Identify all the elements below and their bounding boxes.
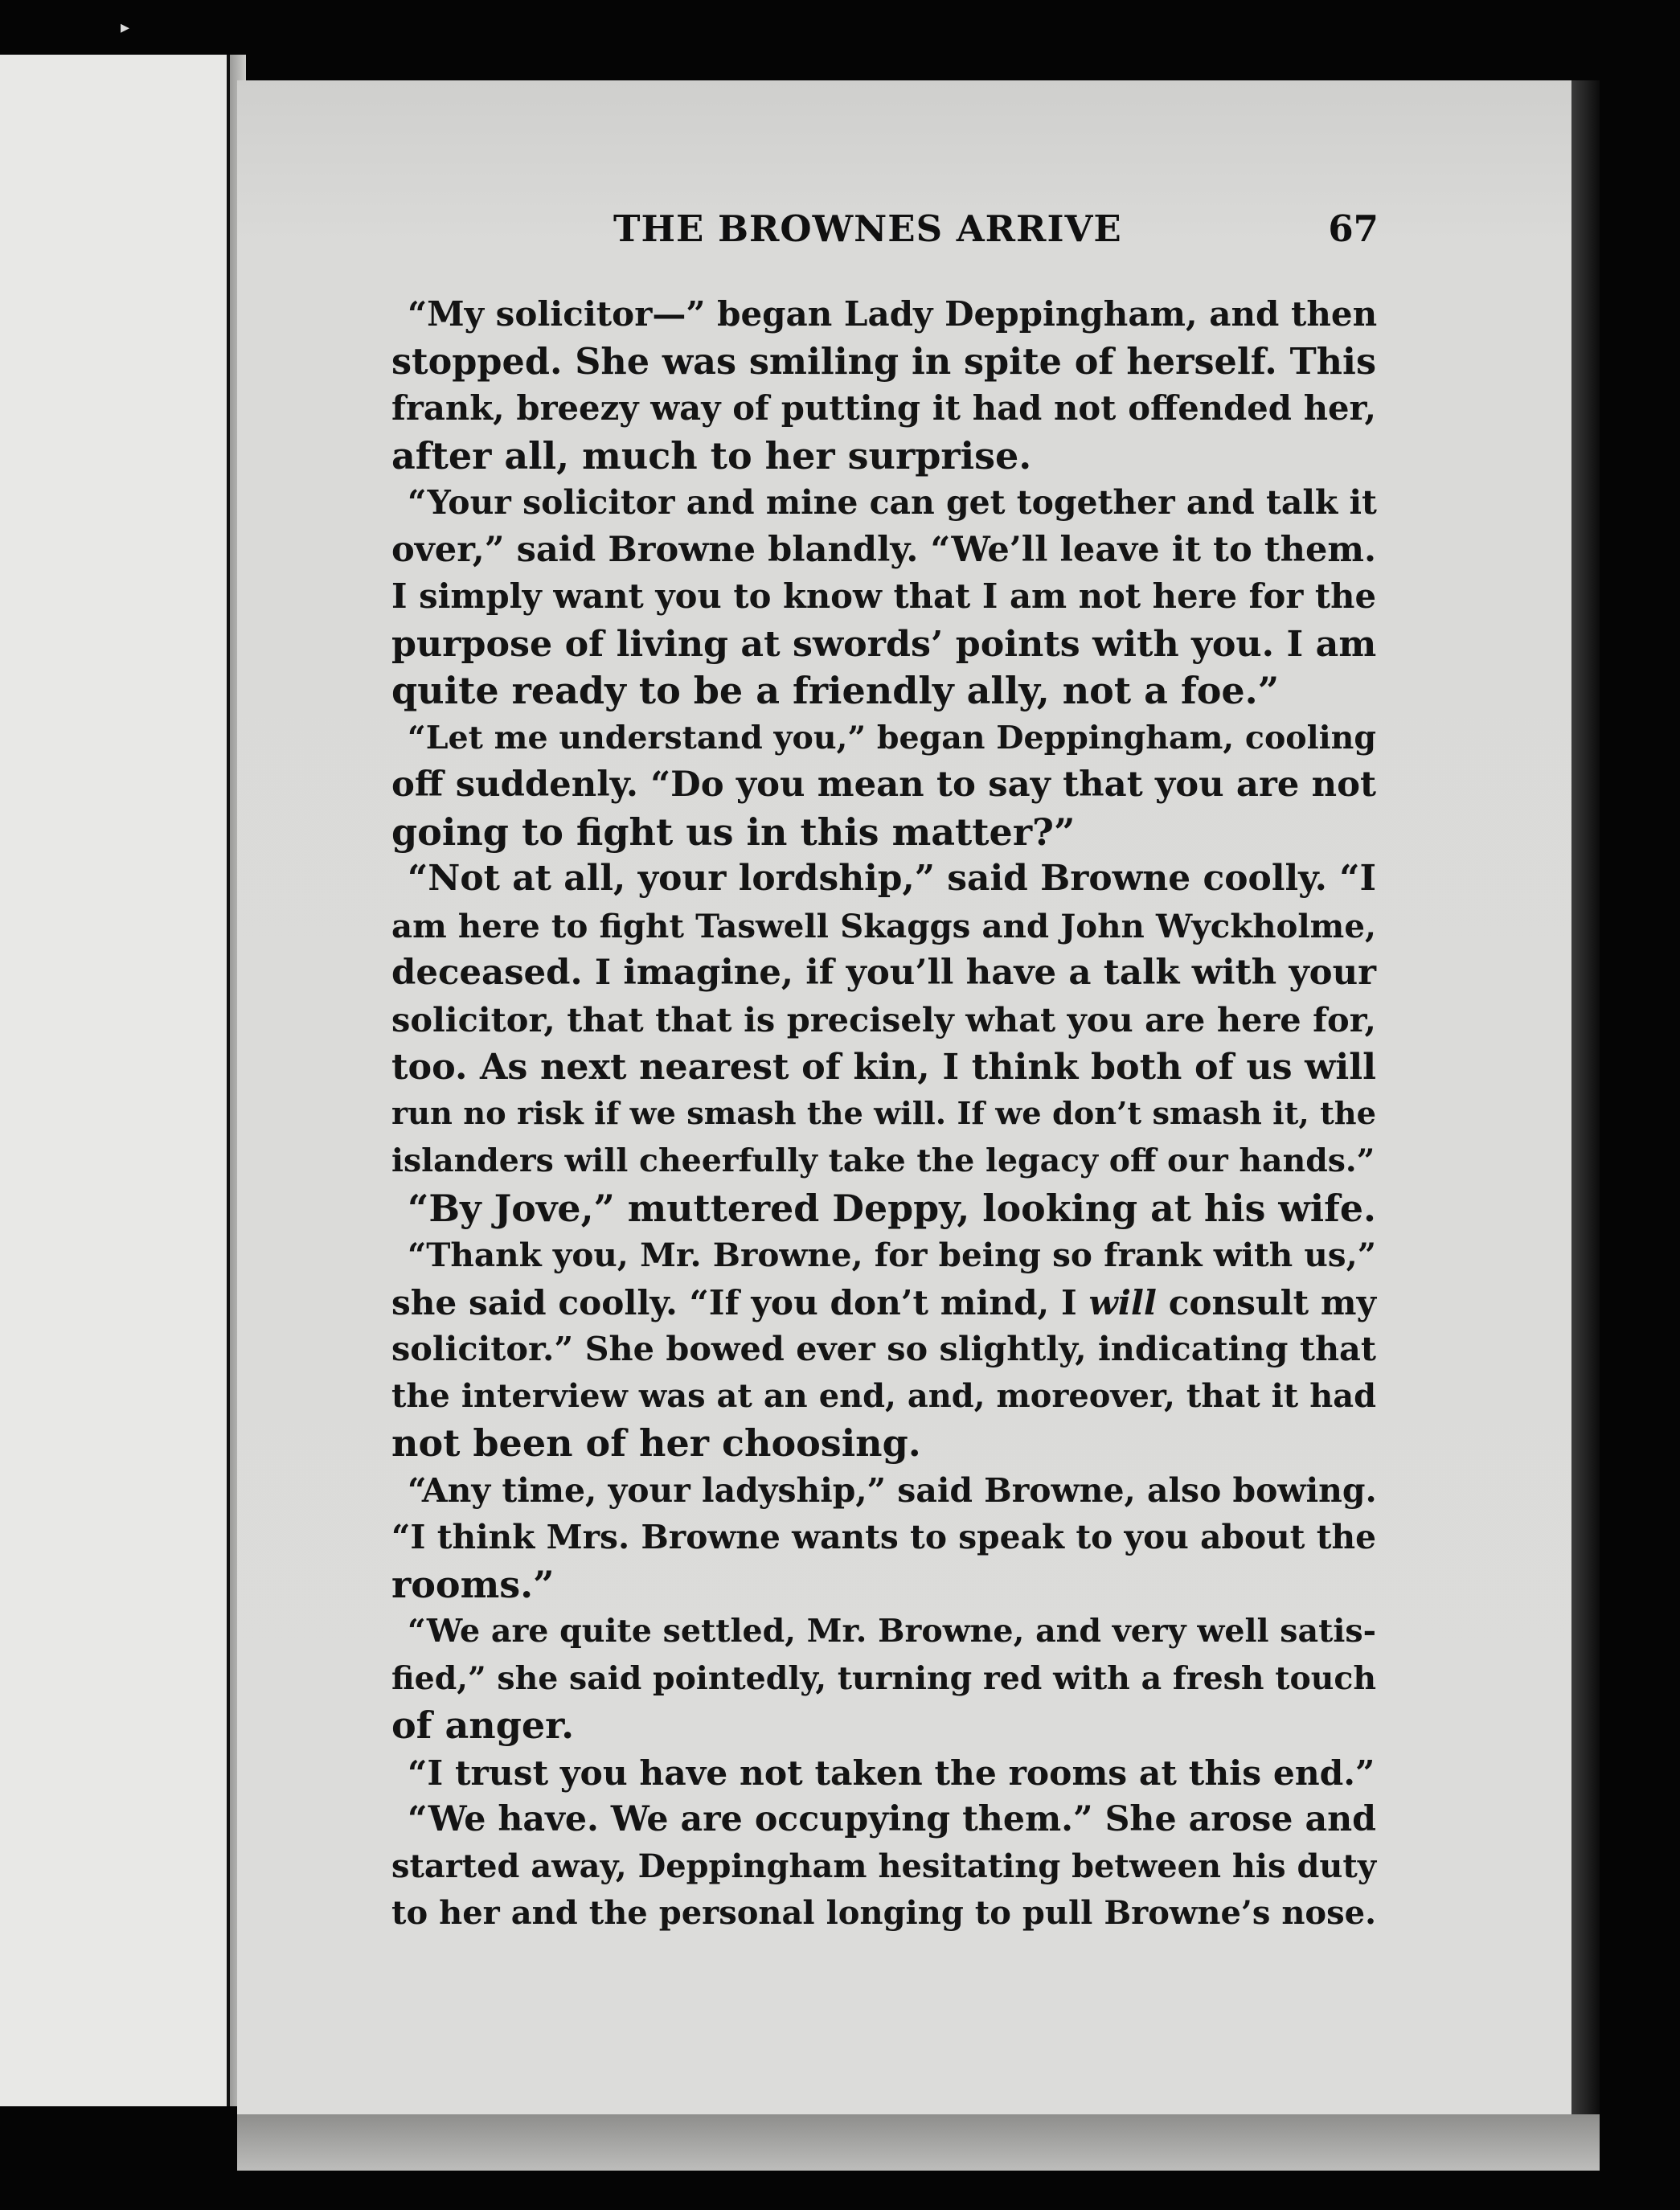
text-line [391,1279,1376,1326]
running-head: THE BROWNES ARRIVE [613,207,1122,250]
text-line: stopped. She was smiling in spite of herself. This [391,340,1376,383]
text-line: quite ready to be a friendly ally, not a foe.” [391,669,1280,712]
text-line: solicitor, that that is precisely what you are here for, [391,999,1376,1039]
text-line: after all, much to her surprise. [391,433,1032,478]
text-segment: consult my [1168,1281,1377,1322]
text-line: “Any time, your ladyship,” said Browne, also bowing. [408,1470,1377,1510]
text-line: run no risk if we smash the will. If we don’t smash it, the [391,1095,1376,1132]
body-text [391,291,1376,1937]
text-line: islanders will cheerfully take the legacy off our hands.” [391,1142,1375,1179]
text-line: “My solicitor—” began Lady Deppingham, and then [408,294,1378,334]
text-line: frank, breezy way of putting it had not offended her, [391,388,1376,428]
text-line: “I trust you have not taken the rooms at this end.” [408,1752,1375,1793]
text-line: rooms.” [391,1562,555,1606]
text-line: “Not at all, your lordship,” said Browne coolly. “I [408,858,1376,899]
text-line: solicitor.” She bowed ever so slightly, indicating that [391,1329,1376,1368]
text-line: deceased. I imagine, if you’ll have a talk with your [391,952,1376,993]
text-line: of anger. [391,1704,575,1747]
text-line: too. As next nearest of kin, I think both of us will [391,1046,1376,1088]
text-line: “We have. We are occupying them.” She arose and [408,1799,1376,1839]
text-line: “Let me understand you,” began Deppingham, cooling [408,719,1376,756]
text-line: the interview was at an end, and, moreover, that it had [391,1377,1376,1415]
text-line: “We are quite settled, Mr. Browne, and very well satis- [408,1613,1376,1650]
text-line: fied,” she said pointedly, turning red with a fresh touch [391,1659,1376,1697]
emphasis-word: will [1088,1281,1157,1322]
text-line: “Thank you, Mr. Browne, for being so frank with us,” [408,1236,1376,1274]
left-page [0,55,227,2106]
page-edge-right [1571,80,1600,2163]
text-line: “Your solicitor and mine can get together and talk it [408,483,1377,522]
text-line: not been of her choosing. [391,1421,921,1465]
text-line: started away, Deppingham hesitating between his duty [391,1847,1376,1885]
page-header [394,207,1379,256]
text-line: am here to fight Taswell Skaggs and John Wyckholme, [391,906,1376,945]
text-line: to her and the personal longing to pull Browne’s nose. [391,1894,1376,1932]
text-segment: she said coolly. “If you don’t mind, I [391,1281,1077,1322]
text-line: off suddenly. “Do you mean to say that you are not [391,764,1376,805]
page-bottom-edge [237,2114,1600,2171]
text-line: purpose of living at swords’ points with you. I am [391,622,1377,665]
scan-mark-icon: ▸ [121,18,130,38]
text-line: “I think Mrs. Browne wants to speak to you about the [391,1518,1376,1556]
text-line: over,” said Browne blandly. “We’ll leave it to them. [391,529,1376,570]
text-line: I simply want you to know that I am not here for the [391,576,1376,616]
text-line: going to fight us in this matter?” [391,810,1076,854]
text-line: “By Jove,” muttered Deppy, looking at his wife. [408,1186,1376,1230]
page-number: 67 [1328,207,1379,250]
